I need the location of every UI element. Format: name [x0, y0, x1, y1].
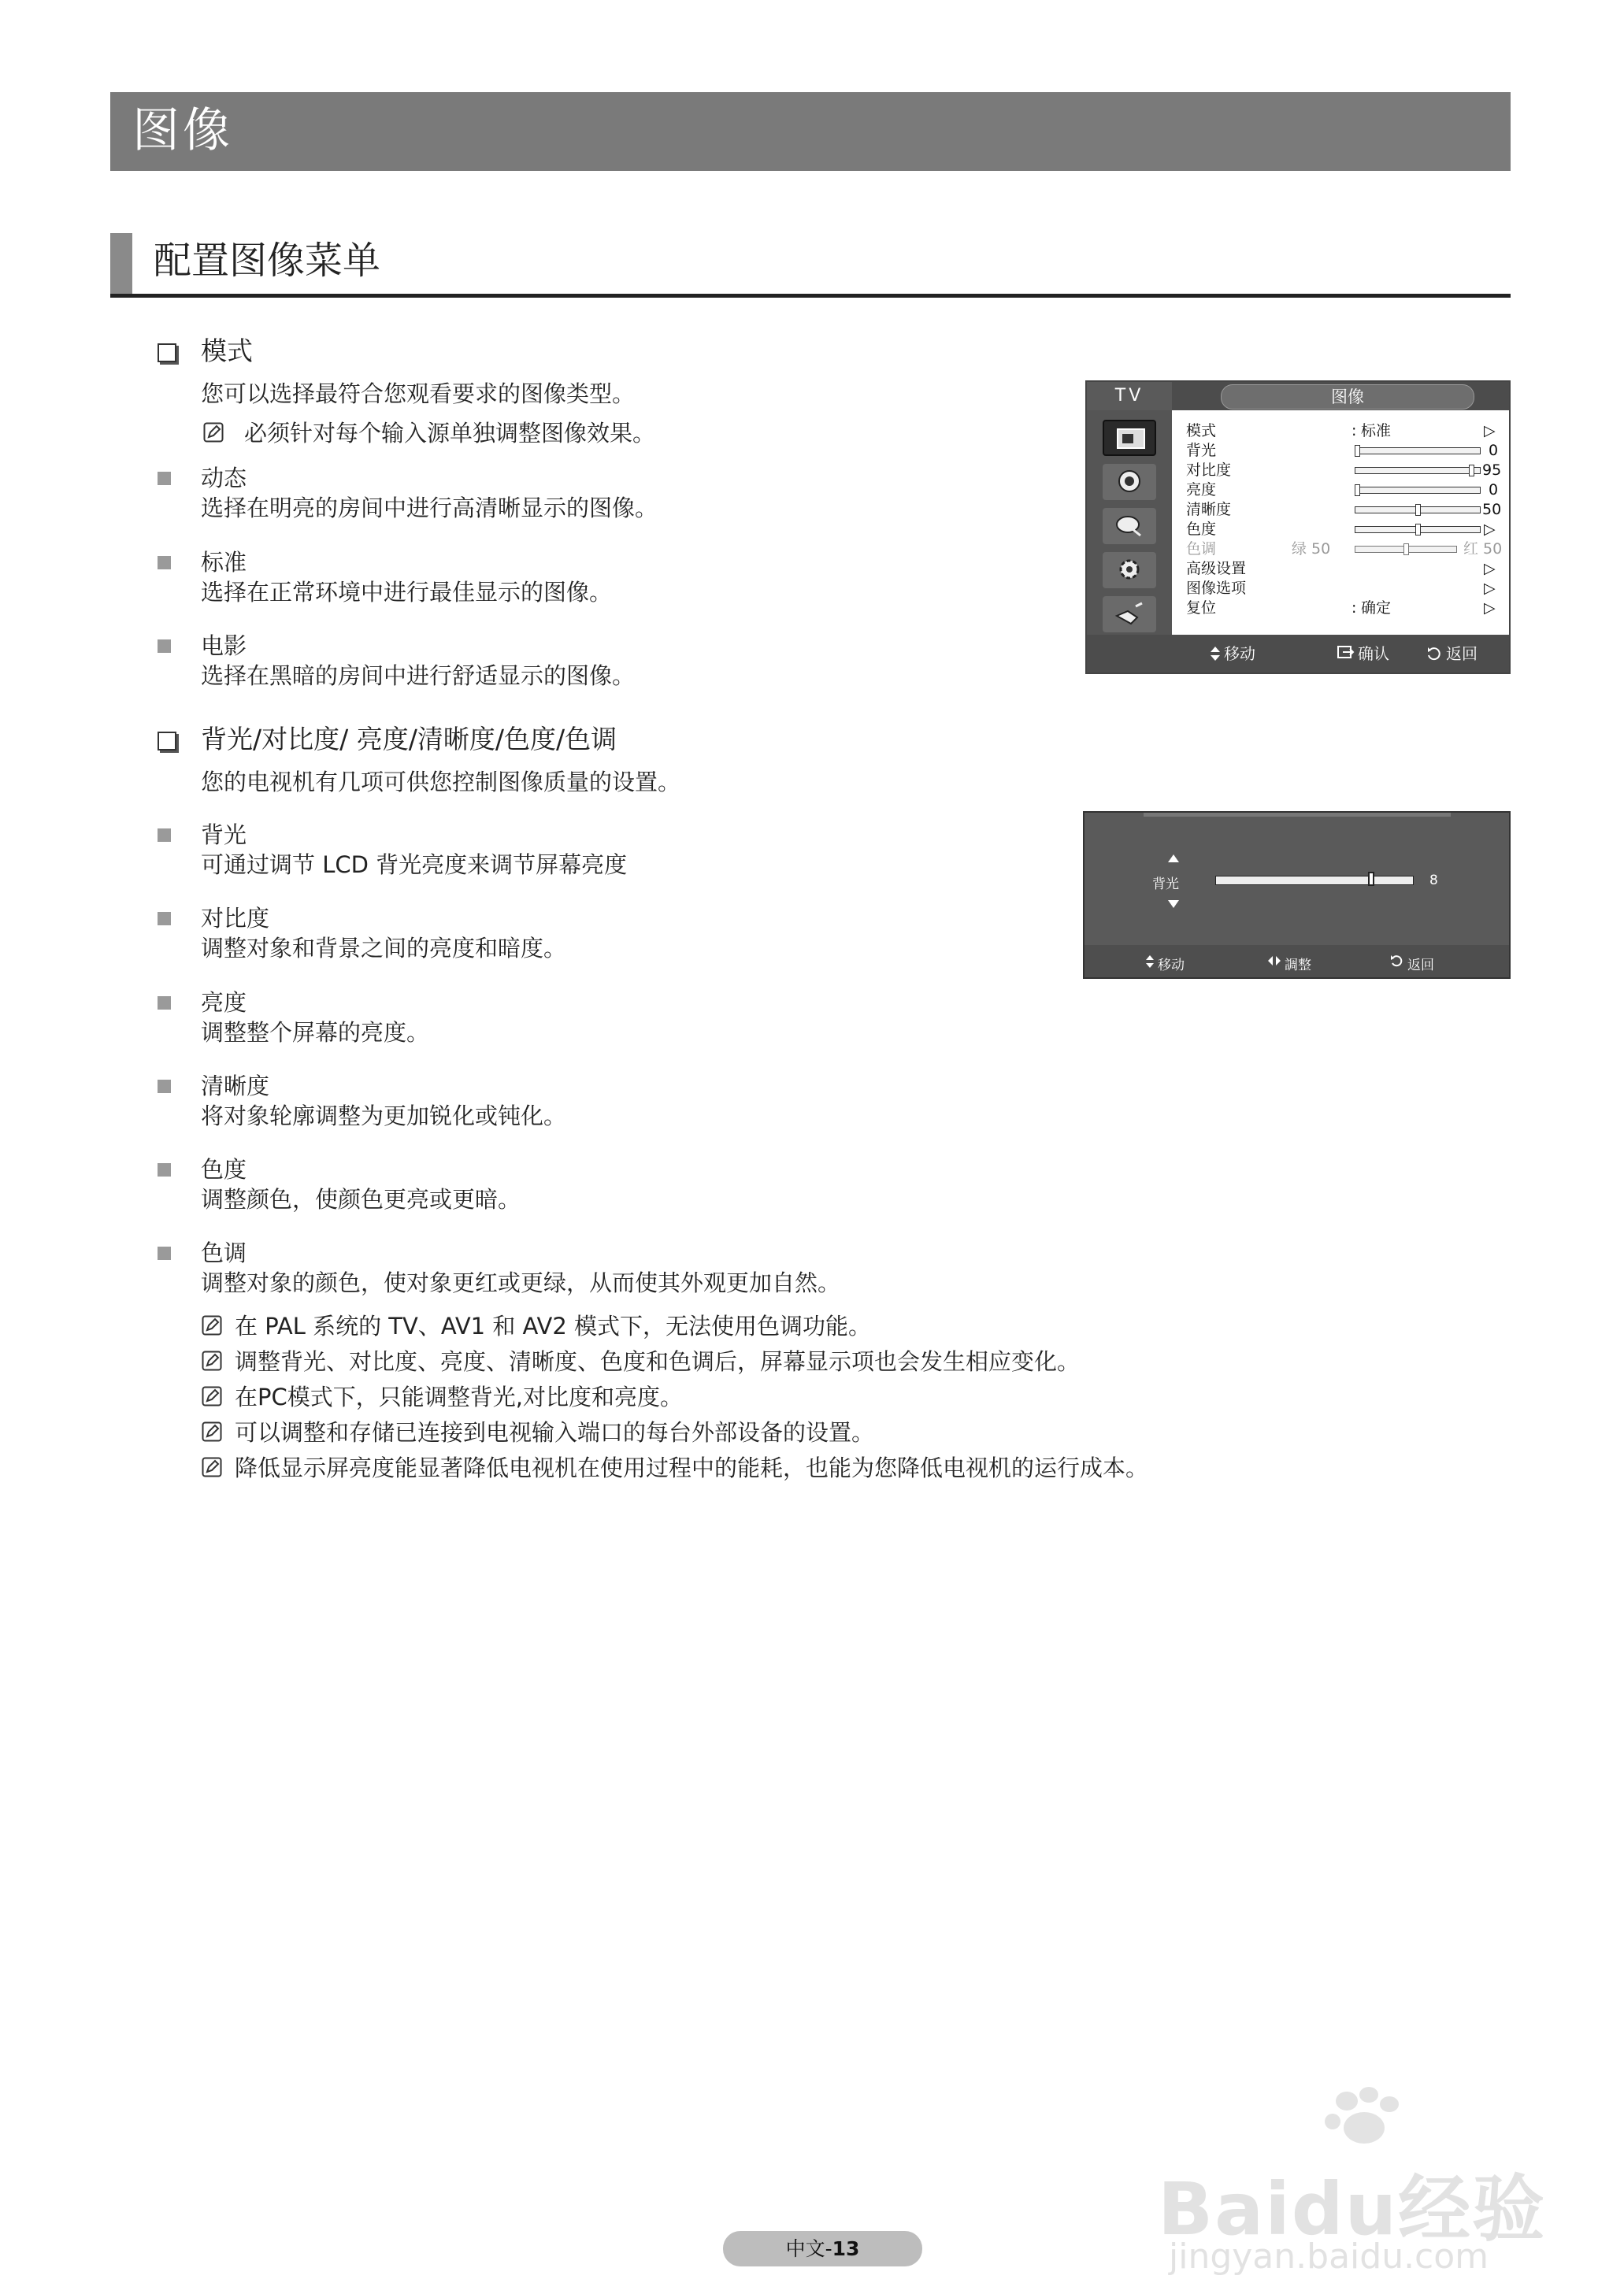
- menu-slider-knob[interactable]: [1415, 504, 1421, 516]
- adjust-item-title: 亮度: [201, 989, 247, 1016]
- baidu-jingyan-watermark: [1158, 2087, 1567, 2277]
- chapter-title: 图像: [132, 103, 233, 158]
- menu-slider-knob[interactable]: [1355, 484, 1360, 496]
- adjust-note: 在PC模式下，只能调整背光,对比度和亮度。: [235, 1384, 683, 1410]
- input-icon[interactable]: [1103, 596, 1156, 632]
- section-marker: [110, 233, 132, 298]
- menu-slider-knob[interactable]: [1415, 524, 1421, 536]
- checkbox-bullet-icon: [158, 343, 176, 362]
- menu-item-colon: :: [1351, 599, 1357, 617]
- adjust-description: 您的电视机有几项可供您控制图像质量的设置。: [201, 769, 681, 795]
- setup-icon[interactable]: [1103, 552, 1156, 588]
- menu-item-prefix: 绿 50: [1292, 540, 1331, 558]
- adjust-item-title: 对比度: [201, 905, 270, 932]
- adjust-item-title: 背光: [201, 821, 247, 848]
- menu-item-value: 红 50: [1463, 540, 1503, 558]
- adjust-item-desc: 调整颜色，使颜色更亮或更暗。: [201, 1186, 521, 1213]
- menu-slider-knob[interactable]: [1469, 465, 1474, 476]
- adjust-note: 调整背光、对比度、亮度、清晰度、色度和色调后，屏幕显示项也会发生相应变化。: [235, 1348, 1081, 1375]
- menu-slider-knob[interactable]: [1355, 445, 1360, 457]
- return-icon: [1426, 646, 1442, 662]
- menu-slider[interactable]: [1355, 467, 1481, 474]
- mode-item-desc: 选择在明亮的房间中进行高清晰显示的图像。: [201, 495, 658, 521]
- channel-icon[interactable]: [1103, 508, 1156, 544]
- footer-move-label: 移动: [1224, 644, 1255, 663]
- menu-slider-knob[interactable]: [1403, 543, 1409, 555]
- menu-item-value: 0: [1489, 481, 1499, 498]
- footer-move-label: 移动: [1158, 958, 1185, 973]
- chapter-header-bar: [110, 92, 1511, 171]
- footer-return-label: 返回: [1407, 958, 1434, 973]
- menu-top-line: [1144, 813, 1451, 817]
- adjust-item-desc: 将对象轮廓调整为更加锐化或钝化。: [201, 1103, 567, 1129]
- updown-arrow-icon: [1145, 954, 1155, 969]
- arrow-down-icon[interactable]: [1167, 899, 1180, 909]
- menu-item-colon: :: [1351, 422, 1357, 439]
- note-icon: [202, 1315, 222, 1336]
- mode-description: 您可以选择最符合您观看要求的图像类型。: [201, 380, 636, 407]
- adjust-item-title: 清晰度: [201, 1073, 270, 1099]
- sound-icon[interactable]: [1103, 464, 1156, 500]
- adjust-item-desc: 调整整个屏幕的亮度。: [201, 1019, 430, 1046]
- updown-arrow-icon: [1210, 646, 1221, 662]
- menu-item-value: 0: [1489, 442, 1499, 459]
- menu-item-arrow: ▷: [1484, 521, 1496, 538]
- tv-backlight-adjust-screenshot: [1083, 811, 1511, 979]
- return-icon: [1390, 954, 1404, 969]
- arrow-up-icon[interactable]: [1167, 854, 1180, 863]
- square-bullet-icon: [158, 639, 171, 653]
- square-bullet-icon: [158, 472, 171, 485]
- square-bullet-icon: [158, 828, 171, 842]
- menu-item-label[interactable]: 清晰度: [1186, 501, 1232, 518]
- mode-heading: 模式: [201, 335, 253, 366]
- adjust-heading: 背光/对比度/ 亮度/清晰度/色度/色调: [201, 724, 617, 754]
- mode-note: 必须针对每个输入源单独调整图像效果。: [244, 420, 656, 447]
- adjust-item-desc: 调整对象和背景之间的亮度和暗度。: [201, 935, 567, 962]
- menu-item-label[interactable]: 亮度: [1186, 481, 1217, 498]
- menu-item-arrow: ▷: [1484, 599, 1496, 617]
- page-number: 中文-13: [785, 2237, 860, 2260]
- mode-item-title: 电影: [201, 632, 247, 659]
- adjust-note: 在 PAL 系统的 TV、AV1 和 AV2 模式下，无法使用色调功能。: [235, 1313, 872, 1340]
- square-bullet-icon: [158, 556, 171, 569]
- mode-item-title: 标准: [201, 549, 247, 576]
- backlight-value: 8: [1429, 873, 1438, 888]
- mode-item-desc: 选择在黑暗的房间中进行舒适显示的图像。: [201, 662, 636, 689]
- menu-item-value: 95: [1482, 461, 1502, 479]
- menu-tv-label: TV: [1087, 382, 1172, 410]
- adjust-item-desc: 调整对象的颜色，使对象更红或更绿，从而使其外观更加自然。: [201, 1269, 841, 1296]
- mode-item-title: 动态: [201, 465, 247, 491]
- menu-item-label[interactable]: 图像选项: [1186, 580, 1247, 597]
- menu-item-arrow: ▷: [1484, 580, 1496, 597]
- menu-item-value: 标准: [1361, 422, 1392, 439]
- menu-item-arrow: ▷: [1484, 422, 1496, 439]
- square-bullet-icon: [158, 1247, 171, 1260]
- menu-item-label[interactable]: 背光: [1186, 442, 1217, 459]
- adjust-note: 可以调整和存储已连接到电视输入端口的每台外部设备的设置。: [235, 1419, 875, 1446]
- adjust-note: 降低显示屏亮度能显著降低电视机在使用过程中的能耗，也能为您降低电视机的运行成本。: [235, 1455, 1149, 1481]
- section-title: 配置图像菜单: [154, 239, 381, 283]
- section-divider: [110, 294, 1511, 298]
- square-bullet-icon: [158, 1163, 171, 1177]
- footer-enter-label: 确认: [1358, 644, 1389, 663]
- note-icon: [202, 1386, 222, 1406]
- square-bullet-icon: [158, 1080, 171, 1093]
- mode-item-desc: 选择在正常环境中进行最佳显示的图像。: [201, 579, 613, 606]
- menu-item-value: 确定: [1361, 599, 1392, 617]
- menu-item-label[interactable]: 模式: [1186, 422, 1217, 439]
- adjust-item-title: 色度: [201, 1156, 247, 1183]
- menu-item-label[interactable]: 色调: [1186, 540, 1217, 558]
- adjust-item-title: 色调: [201, 1240, 247, 1266]
- baidu-url-text: jingyan.baidu.com: [1169, 2237, 1489, 2277]
- menu-sidebar: [1087, 410, 1172, 635]
- tv-picture-menu-screenshot: [1085, 380, 1511, 674]
- menu-item-arrow: ▷: [1484, 560, 1496, 577]
- menu-item-label[interactable]: 色度: [1186, 521, 1217, 538]
- backlight-slider-knob[interactable]: [1368, 872, 1374, 886]
- menu-item-label[interactable]: 高级设置: [1186, 560, 1247, 577]
- square-bullet-icon: [158, 996, 171, 1010]
- baidu-logo-text: Baidu经验: [1158, 2167, 1547, 2251]
- backlight-slider[interactable]: [1215, 876, 1414, 885]
- menu-item-label[interactable]: 对比度: [1186, 461, 1232, 479]
- note-icon: [202, 1421, 222, 1442]
- footer-adjust-label: 調整: [1285, 958, 1311, 973]
- enter-icon: [1337, 645, 1355, 661]
- backlight-label: 背光: [1152, 876, 1179, 892]
- adjust-item-desc: 可通过调节 LCD 背光亮度来调节屏幕亮度: [201, 851, 628, 878]
- menu-item-label[interactable]: 复位: [1186, 599, 1217, 617]
- picture-icon[interactable]: [1103, 420, 1156, 456]
- menu-title: 图像: [1221, 384, 1474, 410]
- note-icon: [202, 1351, 222, 1371]
- menu-slider[interactable]: [1355, 487, 1481, 494]
- leftright-arrow-icon: [1267, 955, 1281, 966]
- menu-item-value: 50: [1482, 501, 1502, 518]
- menu-footer: [1085, 945, 1509, 977]
- menu-slider[interactable]: [1355, 447, 1481, 454]
- checkbox-bullet-icon: [158, 732, 176, 750]
- footer-return-label: 返回: [1446, 644, 1478, 663]
- menu-footer: [1087, 635, 1509, 673]
- menu-item-list: [1172, 410, 1509, 635]
- note-icon: [203, 422, 224, 443]
- square-bullet-icon: [158, 912, 171, 925]
- note-icon: [202, 1457, 222, 1477]
